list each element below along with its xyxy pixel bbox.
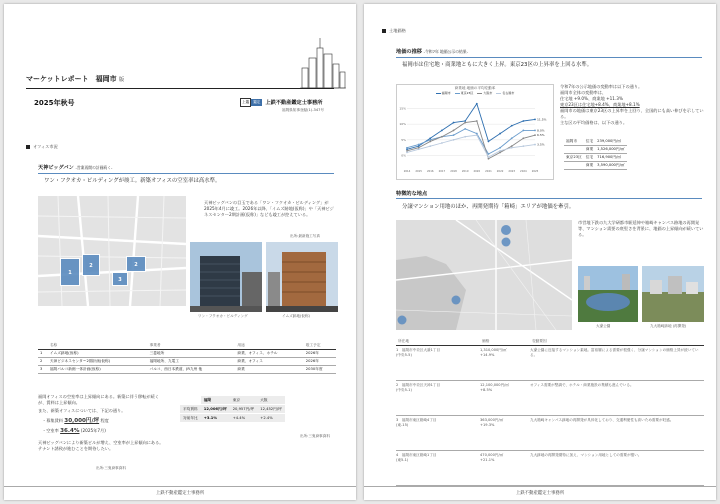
series-line-3 — [407, 135, 535, 157]
table-row: 福岡市 住宅 239,000円/㎡ — [564, 138, 627, 146]
data-point — [511, 147, 513, 149]
land-table-body — [396, 346, 704, 486]
source-left: 出所:三鬼商事資料 — [96, 466, 126, 470]
photo2-caption: イムズ跡地(仮称) — [282, 314, 310, 318]
data-point — [488, 158, 490, 160]
page2-footer: 上鉄不動産鑑定士事務所 — [364, 486, 716, 500]
data-point — [464, 136, 466, 138]
data-point — [534, 134, 536, 136]
x-tick-label: 2020 — [473, 170, 481, 173]
side-note: 福岡市全体の変動率は、 — [560, 90, 607, 95]
body-text-2: 福岡オフィスの空室率は上昇傾向にある。新築に伴う移転が続くが、賃料は上昇傾向。 — [38, 394, 159, 405]
hakozaki-photo — [642, 266, 704, 322]
y-tick-label: 0% — [401, 153, 406, 158]
stat1-value: 30,000円/坪 — [64, 418, 100, 424]
side-note: 住宅地 +9.0%、商業地 +11.3% — [560, 96, 623, 101]
price-table — [564, 138, 627, 170]
table-row: 東京23区 住宅 716,900円/㎡ — [564, 154, 627, 162]
headline-sub: -令和7年 地価公示の結果- — [423, 49, 468, 54]
body-text-4: 天神ビッグバンにより新築ビルが増え、空室率が上昇傾向にある。テナント誘致が進むことを期待したい。 — [38, 440, 164, 451]
table-row: 対前年比 +3.1% +4.4% +2.4% — [180, 414, 285, 423]
data-point — [476, 120, 478, 122]
report-page-2 — [364, 4, 716, 500]
data-point — [441, 136, 443, 138]
series-line-1 — [407, 129, 535, 154]
city-skyline-icon — [300, 34, 346, 90]
stat1-label: ・募集賃料 — [42, 418, 63, 423]
project-table-header: 名称 事業者 用途 竣工予定 — [38, 342, 336, 350]
table-row: 商業 3,590,000円/㎡ — [564, 162, 627, 170]
company-registration: 福岡県知事登録(1)-347号 — [282, 108, 324, 112]
chart-plot — [397, 95, 553, 175]
headline-sub: -営業再開の計画続く- — [75, 165, 113, 170]
season-label: 2025年秋号 — [34, 99, 75, 107]
land-table-row: 1 福岡市中央区大濠1丁目 (中央5-5) 1,310,000円/㎡ +14.9% 大濠公園に近接するマンション素地。富裕層による需要が根強く、分譲マンションの価格上昇が続いている。 — [396, 346, 704, 381]
side-note: 令和7年の公示地価の変動率は以下の通り。 — [560, 84, 643, 89]
end-label: 11.5% — [537, 117, 547, 122]
data-point — [499, 150, 501, 152]
table-row: 商業 1,526,000円/㎡ — [564, 146, 627, 154]
land-table-header: 所在地 価格 変動要因 — [396, 338, 704, 346]
body-text-3: また、新築オフィスについては、下記の通り。 — [38, 408, 126, 413]
x-tick-label: 2018 — [450, 170, 457, 173]
y-tick-label: 15% — [399, 106, 406, 111]
data-point — [522, 137, 524, 139]
tenjin-map — [38, 196, 186, 306]
data-point — [406, 147, 408, 149]
x-tick-label: 2024 — [520, 170, 527, 173]
data-point — [511, 125, 513, 127]
data-point — [511, 145, 513, 147]
data-point — [418, 145, 420, 147]
legend-item: 名古屋市 — [496, 91, 514, 95]
x-tick-label: 2019 — [461, 170, 469, 173]
headline-2: 特徴的な地点 — [396, 191, 428, 197]
data-point — [476, 103, 478, 105]
report-title-suffix: 版 — [119, 77, 125, 83]
table-row: 1 イムズ跡地(仮称) 三菱地所 商業、オフィス、ホテル 2026年 — [38, 350, 336, 358]
x-tick-label: 2015 — [415, 170, 422, 173]
section-bullet — [382, 29, 386, 33]
map-marker-3: 3 — [112, 272, 128, 286]
data-point — [418, 147, 420, 149]
end-label: 6.5% — [537, 133, 545, 138]
data-point — [522, 120, 524, 122]
data-point — [464, 120, 466, 122]
company-name: 上鉄不動産鑑定士事務所 — [265, 100, 323, 106]
data-point — [522, 130, 524, 132]
legend-item: 東京23区 — [455, 91, 474, 95]
section-title: オフィス市況 — [33, 144, 58, 149]
ohori-park-photo — [578, 266, 638, 322]
data-point — [453, 134, 455, 136]
company-badge-2: 鑑定 — [253, 100, 261, 104]
page1-footer: 上鉄不動産鑑定士事務所 — [4, 486, 356, 500]
table-row: 平均賃料 12,006円/坪 20,957円/坪 12,452円/坪 — [180, 405, 285, 414]
x-tick-label: 2017 — [438, 170, 446, 173]
data-point — [441, 130, 443, 132]
x-tick-label: 2025 — [531, 170, 539, 173]
land-price-chart — [396, 84, 554, 180]
series-line-0 — [407, 104, 535, 150]
end-label: 3.5% — [537, 142, 545, 147]
data-point — [534, 119, 536, 121]
data-point — [488, 156, 490, 158]
data-point — [534, 144, 536, 146]
data-point — [511, 137, 513, 139]
y-tick-label: 10% — [399, 122, 406, 127]
x-tick-label: 2023 — [508, 170, 516, 173]
photo-source-top: 出所:最新施工写真 — [290, 234, 320, 238]
report-title: マーケットレポート 福岡市 — [26, 75, 117, 83]
x-tick-label: 2022 — [496, 170, 504, 173]
table-row: 3 福岡パルコ新館一体計画(仮称) パルコ、西日本鉄道、JR九州 他 商業 2030年度 — [38, 366, 336, 374]
data-point — [418, 144, 420, 146]
photo1-caption: ワン・フクオカ・ビルディング — [198, 314, 248, 318]
company-badge: 上鑑 — [240, 98, 251, 107]
side-note: 東京23区は住宅地+8.4%、商業地+8.1% — [560, 102, 640, 107]
legend-item: 大阪市 — [477, 91, 492, 95]
data-point — [453, 122, 455, 124]
side-note: 主な区の平均価格は、以下の通り。 — [560, 120, 628, 125]
data-point — [488, 153, 490, 155]
land-table-row: 3 福岡市東区箱崎4丁目 (東-15) 363,000円/㎡ +19.3% 九大箱崎キャンパス跡地の再開発が具体化しており、交通利便性も高いため需要が旺盛。 — [396, 416, 704, 451]
section-bullet — [26, 145, 30, 149]
data-point — [406, 150, 408, 152]
land-table-row: 2 福岡市中央区天神1丁目 (中央5-1) 12,100,000円/㎡ +8.5% オフィス需要が堅調で、ホテル・商業施設の集積も進んでいる。 — [396, 381, 704, 416]
data-point — [453, 130, 455, 132]
body-text-1: 天神ビッグバンの目玉である「ワン・フクオカ・ビルディング」が2025年4月に竣工。2026年以降、「イムズ跡地(仮称)」や「天神ビジネスセンター2期計画(仮称)」なども竣工が控えている。 — [204, 200, 334, 217]
data-point — [499, 133, 501, 135]
data-point — [429, 139, 431, 141]
building-photo-1 — [190, 242, 262, 312]
end-label: 8.0% — [537, 128, 545, 133]
data-point — [499, 147, 501, 149]
x-tick-label: 2021 — [485, 170, 492, 173]
stat2-value: 36.4% — [60, 428, 80, 434]
land-table-row: 4 福岡市東区箱崎1丁目 (東5-1) 470,000円/㎡ +21.1% 九大跡地の再開発期待に加え、マンション用地としての需要が強い。 — [396, 451, 704, 486]
photo-caption-2: 九大箱崎跡地 (再開発) — [650, 324, 687, 328]
table-row: 2 天神ビジネスセンター2期計画(仮称) 福岡地所、九電工 商業、オフィス 2026年 — [38, 358, 336, 366]
map-marker-2a: 2 — [82, 254, 100, 276]
stat1-note: 程度 — [100, 418, 109, 423]
land-table — [396, 338, 704, 346]
chart-title: 商業地 地価の平均変動率 — [454, 86, 496, 90]
data-point — [441, 142, 443, 144]
data-point — [476, 134, 478, 136]
headline: 地価の推移 — [396, 49, 422, 55]
stat2-note: (2025年7月) — [80, 428, 106, 433]
lead-text: ワン・フクオカ・ビルディングが竣工。新築オフィスの空室率は高水準。 — [44, 178, 221, 184]
y-tick-label: 5% — [401, 137, 406, 142]
data-point — [406, 148, 408, 150]
lead-text: 福岡市は住宅地・商業地ともに大きく上昇。東京23区の上昇率を上回る水準。 — [402, 62, 593, 68]
data-point — [464, 122, 466, 124]
stat2-label: ・空室率 — [42, 428, 59, 433]
map-marker-1: 1 — [60, 258, 80, 286]
data-point — [429, 145, 431, 147]
report-page-1 — [4, 4, 356, 500]
data-point — [476, 133, 478, 135]
rent-table: 福岡 東京 大阪 平均賃料 12,006円/坪 20,957円/坪 12,452円/坪 対前年比 +3.1% +4.4% +2.4% — [180, 396, 285, 423]
map-marker-2b: 2 — [126, 256, 146, 272]
x-tick-label: 2016 — [426, 170, 434, 173]
fukuoka-map — [396, 220, 572, 330]
building-photo-2 — [266, 242, 338, 312]
data-point — [418, 148, 420, 150]
side-note: 福岡市の地価は東京23区の上昇率を上回り、全国的にも高い伸びを示している。 — [560, 108, 704, 119]
data-point — [499, 152, 501, 154]
section-title: 土地価格 — [389, 28, 406, 33]
data-point — [429, 141, 431, 143]
data-point — [534, 130, 536, 132]
data-point — [464, 128, 466, 130]
headline: 天神ビッグバン — [38, 165, 74, 171]
rent-source: 出所:三鬼商事資料 — [300, 434, 330, 438]
lead-text-2: 分譲マンション用地のほか、再開発期待「箱崎」エリアが地価を牽引。 — [402, 204, 575, 210]
data-point — [429, 137, 431, 139]
photo-caption-1: 大濠公園 — [596, 324, 611, 328]
legend-item: 福岡市 — [436, 91, 451, 95]
data-point — [406, 152, 408, 154]
side-text-2: 市営地下鉄の九大学研都市駅延伸や箱崎キャンパス跡地の再開発等、マンション需要の底堅さを背景に、地価の上昇傾向が続いている。 — [578, 220, 704, 237]
data-point — [522, 145, 524, 147]
data-point — [488, 141, 490, 143]
x-tick-label: 2014 — [403, 170, 411, 173]
project-table — [38, 342, 336, 374]
data-point — [453, 139, 455, 141]
chart-side-notes — [560, 84, 706, 126]
